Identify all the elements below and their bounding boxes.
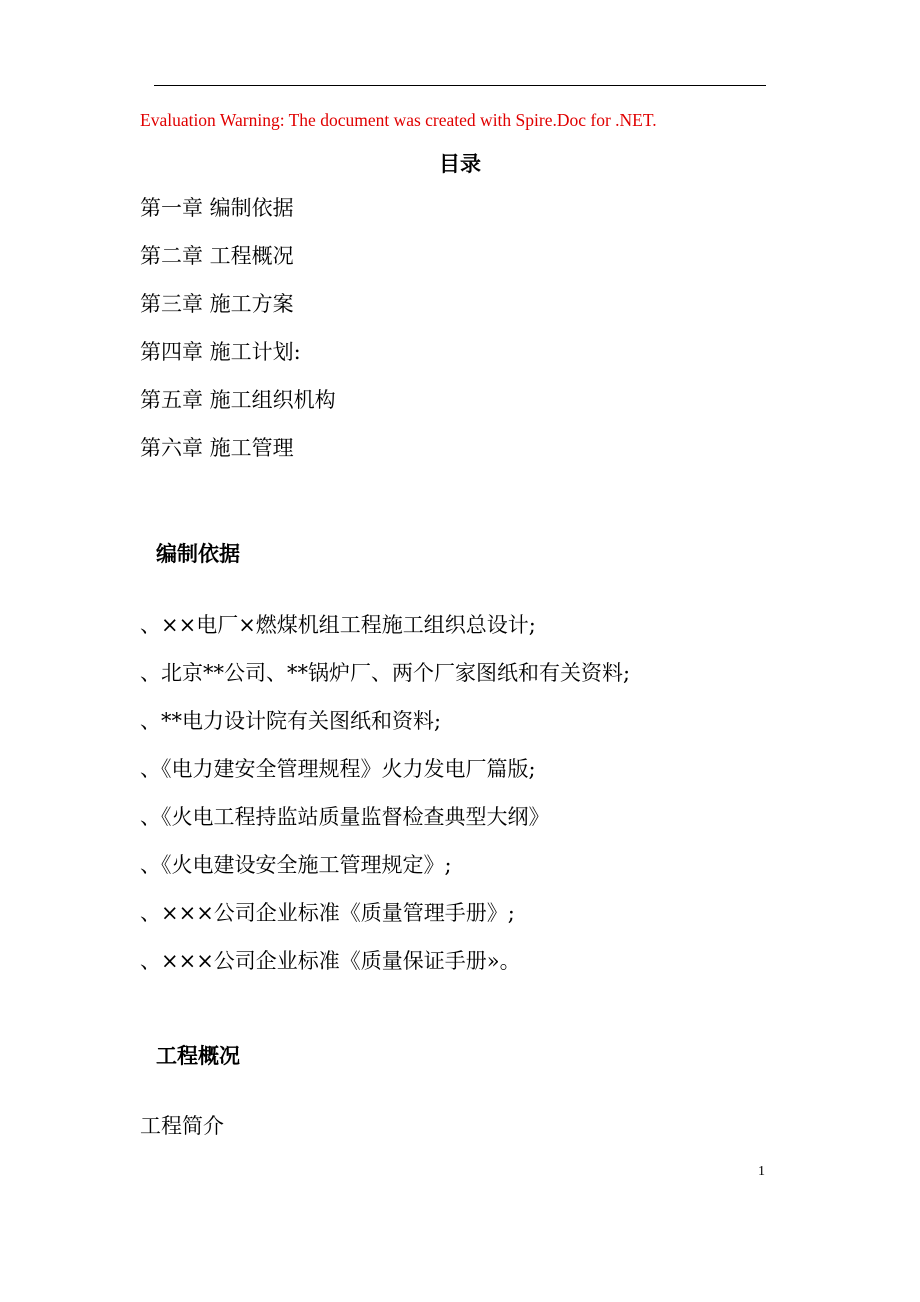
- basis-item: 、**电力设计院有关图纸和资料;: [140, 709, 442, 733]
- basis-item: 、《火电建设安全施工管理规定》;: [140, 853, 452, 877]
- toc-entry: 第二章 工程概况: [140, 244, 294, 268]
- section-heading-overview: 工程概况: [156, 1043, 240, 1068]
- toc-entry: 第六章 施工管理: [140, 436, 294, 460]
- basis-item: 、××电厂×燃煤机组工程施工组织总设计;: [140, 613, 536, 637]
- subheading-project-intro: 工程简介: [140, 1114, 224, 1138]
- basis-item: 、×××公司企业标准《质量保证手册»。: [140, 949, 521, 973]
- page-number: 1: [758, 1164, 765, 1179]
- toc-entry: 第五章 施工组织机构: [140, 388, 336, 412]
- evaluation-warning: Evaluation Warning: The document was created with Spire.Doc for .NET.: [140, 110, 657, 130]
- basis-item: 、《电力建安全管理规程》火力发电厂篇版;: [140, 757, 536, 781]
- basis-item: 、《火电工程持监站质量监督检查典型大纲》: [140, 805, 550, 829]
- header-rule: [154, 85, 766, 86]
- basis-item: 、×××公司企业标准《质量管理手册》;: [140, 901, 515, 925]
- toc-entry: 第三章 施工方案: [140, 292, 294, 316]
- toc-title: 目录: [439, 151, 481, 176]
- basis-item: 、北京**公司、**锅炉厂、两个厂家图纸和有关资料;: [140, 661, 631, 685]
- section-heading-basis: 编制依据: [156, 541, 240, 566]
- toc-entry: 第四章 施工计划:: [140, 340, 301, 364]
- toc-entry: 第一章 编制依据: [140, 196, 294, 220]
